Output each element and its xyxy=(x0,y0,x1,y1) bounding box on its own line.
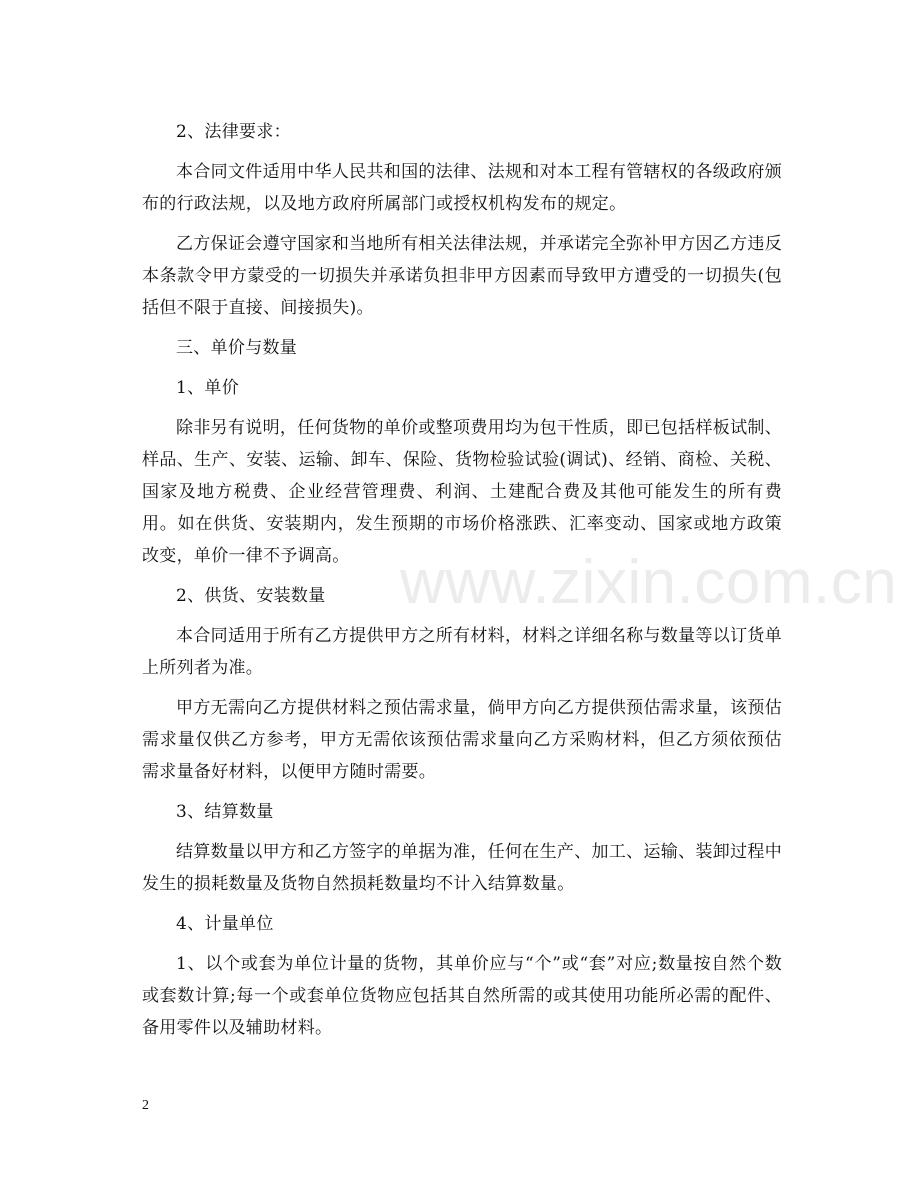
paragraph-materials-scope: 本合同适用于所有乙方提供甲方之所有材料，材料之详细名称与数量等以订货单上所列者为准。 xyxy=(142,626,782,678)
subheading-measurement-unit: 4、计量单位 xyxy=(176,914,274,934)
paragraph-estimated-demand: 甲方无需向乙方提供材料之预估需求量，倘甲方向乙方提供预估需求量，该预估需求量仅供乙方参考，甲方无需依该预估需求量向乙方采购材料，但乙方须依预估需求量备好材料，以便甲方随时需要。 xyxy=(142,698,782,782)
page-number: 2 xyxy=(142,1098,149,1113)
document-body xyxy=(142,116,782,1052)
subheading-supply-installation-quantity: 2、供货、安装数量 xyxy=(176,586,326,606)
paragraph-settlement-terms: 结算数量以甲方和乙方签字的单据为准，任何在生产、加工、运输、装卸过程中发生的损耗数量及货物自然损耗数量均不计入结算数量。 xyxy=(142,842,782,894)
subheading-unit-price: 1、单价 xyxy=(176,378,240,398)
paragraph-measurement-terms: 1、以个或套为单位计量的货物，其单价应与“个”或“套”对应;数量按自然个数或套数计算;每一个或套单位货物应包括其自然所需的或其使用功能所必需的配件、备用零件以及辅助材料。 xyxy=(142,954,782,1038)
section-heading-unit-price-and-quantity: 三、单价与数量 xyxy=(176,338,298,358)
paragraph-unit-price-terms: 除非另有说明，任何货物的单价或整项费用均为包干性质，即已包括样板试制、样品、生产、安装、运输、卸车、保险、货物检验试验(调试)、经销、商检、关税、国家及地方税费、企业经营管理费、利润、土建配合费及其他可能发生的所有费用。如在供货、安装期内，发生预期的市场价格涨跌、汇率变动、国家或地方政策改变，单价一律不予调高。 xyxy=(142,418,782,566)
paragraph-applicable-law: 本合同文件适用中华人民共和国的法律、法规和对本工程有管辖权的各级政府颁布的行政法规，以及地方政府所属部门或授权机构发布的规定。 xyxy=(142,162,782,214)
paragraph-compliance-guarantee: 乙方保证会遵守国家和当地所有相关法律法规，并承诺完全弥补甲方因乙方违反本条款令甲方蒙受的一切损失并承诺负担非甲方因素而导致甲方遭受的一切损失(包括但不限于直接、间接损失)。 xyxy=(142,234,782,318)
watermark-text: www.zixin.com.cn xyxy=(400,548,898,617)
subheading-settlement-quantity: 3、结算数量 xyxy=(176,802,274,822)
section-heading-legal-requirements: 2、法律要求： xyxy=(176,122,291,142)
